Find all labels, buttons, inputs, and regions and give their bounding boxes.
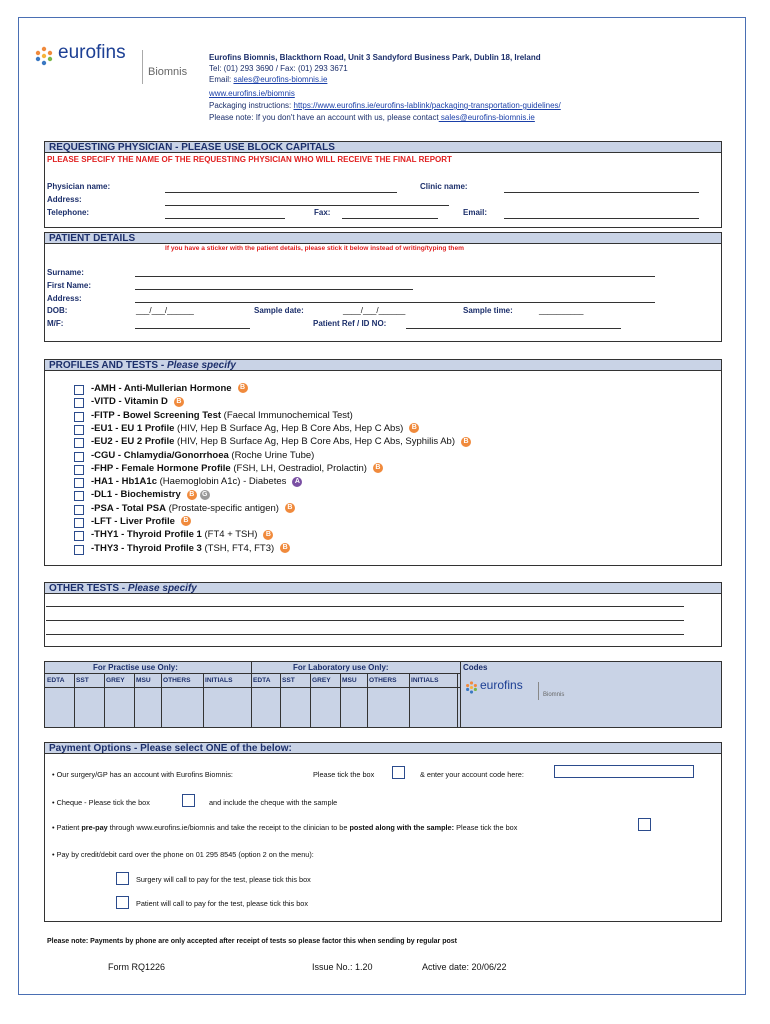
usage-cell[interactable] — [367, 688, 409, 727]
test-checkbox[interactable] — [74, 398, 84, 408]
usage-column-header: INITIALS — [205, 677, 233, 684]
test-detail: (TSH, FT4, FT3) — [201, 542, 275, 554]
dob-field[interactable]: ___/___/______ — [136, 306, 194, 315]
website-link[interactable]: www.eurofins.ie/biomnis — [209, 89, 295, 98]
eurofins-dots-icon — [34, 46, 54, 66]
test-checkbox[interactable] — [74, 412, 84, 422]
test-item — [91, 476, 302, 488]
usage-column-header: INITIALS — [411, 677, 439, 684]
test-checkbox[interactable] — [74, 491, 84, 501]
tube-badge-icon: B — [285, 503, 295, 513]
usage-column-divider — [457, 673, 458, 727]
account-note — [209, 113, 535, 122]
test-detail: (Faecal Immunochemical Test) — [221, 409, 353, 421]
account-checkbox[interactable] — [392, 766, 405, 779]
test-code: -FHP - Female Hormone Profile — [91, 462, 231, 474]
test-item — [91, 383, 248, 395]
codes-logo — [465, 678, 575, 704]
test-code: -CGU - Chlamydia/Gonorrhoea — [91, 449, 229, 461]
test-detail: (Roche Urine Tube) — [228, 449, 315, 461]
logo-divider — [142, 50, 143, 84]
prepay-e: Please tick the box — [454, 823, 518, 832]
test-item — [91, 423, 419, 435]
test-code: -DL1 - Biochemistry — [91, 489, 181, 501]
test-code: -HA1 - Hb1A1c — [91, 476, 157, 488]
tube-badge-icon: B — [174, 397, 184, 407]
codes-eurofins-dots-icon — [465, 681, 478, 694]
tube-badge-icon: B — [280, 543, 290, 553]
physician-email-label: Email: — [463, 208, 488, 217]
usage-cell[interactable] — [134, 688, 161, 727]
other-tests-line-2[interactable] — [46, 620, 684, 621]
packaging-link[interactable]: https://www.eurofins.ie/eurofins-lablink/packaging-transportation-guidelines/ — [293, 101, 561, 110]
usage-column-header: EDTA — [253, 677, 271, 684]
other-tests-header — [44, 582, 722, 594]
usage-column-header: MSU — [136, 677, 151, 684]
patient-address-field[interactable] — [135, 302, 655, 303]
physician-name-label: Physician name: — [47, 182, 111, 191]
test-checkbox[interactable] — [74, 385, 84, 395]
test-checkbox[interactable] — [74, 531, 84, 541]
test-code: -FITP - Bowel Screening Test — [91, 409, 222, 421]
test-checkbox[interactable] — [74, 505, 84, 515]
tube-badge-icon: B — [409, 423, 419, 433]
codes-logo-sub: Biomnis — [543, 692, 565, 698]
payment-option-account: • Our surgery/GP has an account with Eurofins Biomnis: — [52, 770, 233, 779]
test-item — [91, 503, 295, 515]
test-code: -LFT - Liver Profile — [91, 516, 175, 527]
patient-call-text: Patient will call to pay for the test, please tick this box — [136, 899, 308, 908]
profiles-title-italic: Please specify — [166, 360, 236, 371]
payment-option-prepay: • Patient pre-pay through www.eurofins.ie/biomnis and take the receipt to the clinician to be posted along with the sample: Please tick the box — [52, 823, 518, 832]
physician-address-field[interactable] — [165, 205, 449, 206]
fax-label: Fax: — [314, 208, 331, 217]
surgery-call-checkbox[interactable] — [116, 872, 129, 885]
active-date: Active date: 20/06/22 — [422, 962, 507, 972]
test-code: -AMH - Anti-Mullerian Hormone — [91, 383, 232, 394]
dob-label: DOB: — [47, 306, 68, 315]
practise-title: For Practise use Only: — [93, 663, 178, 672]
codes-title: Codes — [463, 663, 488, 672]
test-checkbox[interactable] — [74, 425, 84, 435]
account-note-text: Please note: If you don't have an account with us, please contact — [209, 113, 439, 122]
cheque-checkbox[interactable] — [182, 794, 195, 807]
tube-badge-icon: B — [461, 437, 471, 447]
clinic-name-label: Clinic name: — [420, 182, 468, 191]
eurofins-logo — [34, 42, 188, 84]
usage-column-header: GREY — [312, 677, 331, 684]
test-code: -EU1 - EU 1 Profile — [91, 422, 175, 434]
usage-cell[interactable] — [161, 688, 203, 727]
tube-badge-icon: A — [292, 477, 302, 487]
packaging-line — [209, 101, 561, 110]
test-item — [91, 529, 273, 541]
usage-cell[interactable] — [251, 688, 280, 727]
profiles-header — [44, 359, 722, 371]
sample-time-field[interactable]: __________ — [539, 306, 584, 315]
usage-cell[interactable] — [203, 688, 251, 727]
test-code: -VITD - Vitamin D — [91, 396, 168, 408]
packaging-label: Packaging instructions: — [209, 101, 294, 110]
option-cheque-text: Cheque - Please tick the box — [56, 798, 150, 807]
tube-badge-icon: B — [238, 383, 248, 393]
usage-column-header: SST — [282, 677, 295, 684]
test-code: -PSA - Total PSA — [91, 502, 166, 514]
issue-number: Issue No.: 1.20 — [312, 962, 373, 972]
usage-cell[interactable] — [74, 688, 104, 727]
patient-address-label: Address: — [47, 294, 82, 303]
test-item — [91, 436, 471, 448]
clinic-name-field[interactable] — [504, 192, 699, 193]
test-item — [91, 410, 353, 422]
usage-column-header: OTHERS — [369, 677, 397, 684]
footer-note: Please note: Payments by phone are only accepted after receipt of tests so please factor this when sending by regular post — [47, 938, 458, 945]
usage-cell[interactable] — [280, 688, 310, 727]
codes-divider — [460, 662, 461, 727]
usage-cell[interactable] — [310, 688, 340, 727]
physician-header: REQUESTING PHYSICIAN - PLEASE USE BLOCK CAPITALS — [44, 141, 722, 153]
logo-sub: Biomnis — [148, 66, 188, 78]
test-checkbox[interactable] — [74, 438, 84, 448]
form-number: Form RQ1226 — [108, 962, 166, 972]
usage-cell[interactable] — [409, 688, 457, 727]
option-card-text: Pay by credit/debit card over the phone on 01 295 8545 (option 2 on the menu): — [56, 850, 314, 859]
usage-cell[interactable] — [104, 688, 134, 727]
test-detail: (FT4 + TSH) — [201, 529, 258, 541]
test-checkbox[interactable] — [74, 452, 84, 462]
cheque-after-text: and include the cheque with the sample — [209, 798, 338, 807]
lab-title: For Laboratory use Only: — [293, 663, 389, 672]
test-detail: (FSH, LH, Oestradiol, Prolactin) — [230, 462, 367, 474]
lab-address: Eurofins Biomnis, Blackthorn Road, Unit 3 Sandyford Business Park, Dublin 18, Ireland — [209, 53, 541, 62]
usage-cell[interactable] — [45, 688, 74, 727]
account-code-input[interactable] — [554, 765, 694, 778]
profiles-title: PROFILES AND TESTS - — [49, 360, 167, 371]
option-account-tick-label: Please tick the box — [313, 770, 375, 779]
prepay-a: Patient — [56, 823, 82, 832]
test-item — [91, 543, 290, 555]
usage-column-header: GREY — [106, 677, 125, 684]
email-link[interactable]: sales@eurofins-biomnis.ie — [233, 75, 328, 84]
lab-email-line — [209, 75, 327, 84]
other-tests-title: OTHER TESTS - — [49, 583, 128, 594]
usage-column-header: MSU — [342, 677, 357, 684]
prepay-c: through www.eurofins.ie/biomnis and take the receipt to the clinician to be — [107, 823, 350, 832]
prepay-checkbox[interactable] — [638, 818, 651, 831]
tube-badge-icon: B — [181, 516, 191, 526]
surname-label: Surname: — [47, 268, 84, 277]
patient-ref-label: Patient Ref / ID NO: — [313, 319, 387, 328]
test-code: -THY1 - Thyroid Profile 1 — [91, 529, 202, 541]
test-checkbox[interactable] — [74, 478, 84, 488]
option-account-text: Our surgery/GP has an account with Eurofins Biomnis: — [56, 770, 233, 779]
tube-badge-icon: G — [200, 490, 210, 500]
test-checkbox[interactable] — [74, 545, 84, 555]
test-item — [91, 396, 184, 408]
physician-instruction: PLEASE SPECIFY THE NAME OF THE REQUESTING PHYSICIAN WHO WILL RECEIVE THE FINAL REPORT — [47, 155, 452, 164]
payment-header: Payment Options - Please select ONE of the below: — [44, 742, 722, 754]
test-detail: (HIV, Hep B Surface Ag, Hep B Core Abs, Hep C Abs, Syphilis Ab) — [174, 436, 455, 448]
test-item — [91, 450, 314, 462]
first-name-field[interactable] — [135, 289, 413, 290]
account-note-email[interactable]: sales@eurofins-biomnis.ie — [438, 113, 535, 122]
surname-field[interactable] — [135, 276, 655, 277]
physician-address-label: Address: — [47, 195, 82, 204]
usage-column-header: EDTA — [47, 677, 65, 684]
mf-label: M/F: — [47, 319, 64, 328]
other-tests-line-3[interactable] — [46, 634, 684, 635]
test-detail: (HIV, Hep B Surface Ag, Hep B Core Abs, Hep C Abs) — [174, 422, 404, 434]
physician-email-field[interactable] — [504, 218, 699, 219]
mf-field[interactable] — [135, 328, 250, 329]
telephone-label: Telephone: — [47, 208, 90, 217]
other-tests-line-1[interactable] — [46, 606, 684, 607]
tube-badge-icon: B — [187, 490, 197, 500]
test-checkbox[interactable] — [74, 465, 84, 475]
usage-column-header: OTHERS — [163, 677, 191, 684]
test-detail: (Haemoglobin A1c) - Diabetes — [157, 476, 287, 488]
sample-date-label: Sample date: — [254, 306, 304, 315]
test-code: -THY3 - Thyroid Profile 3 — [91, 542, 202, 554]
sample-time-label: Sample time: — [463, 306, 513, 315]
codes-logo-brand: eurofins — [480, 678, 523, 692]
other-tests-title-italic: Please specify — [127, 583, 197, 594]
tube-badge-icon: B — [373, 463, 383, 473]
test-item — [91, 463, 383, 475]
surgery-call-text: Surgery will call to pay for the test, please tick this box — [136, 875, 311, 884]
lab-tel: Tel: (01) 293 3690 / Fax: (01) 293 3671 — [209, 64, 348, 73]
payment-option-cheque: • Cheque - Please tick the box — [52, 798, 150, 807]
test-item — [91, 489, 210, 501]
telephone-field[interactable] — [165, 218, 285, 219]
first-name-label: First Name: — [47, 281, 92, 290]
usage-cell[interactable] — [340, 688, 367, 727]
patient-header: PATIENT DETAILS — [44, 232, 722, 244]
test-detail: (Prostate-specific antigen) — [165, 502, 279, 514]
table-subhead-line — [45, 673, 460, 674]
usage-table — [44, 661, 722, 728]
codes-logo-divider — [538, 682, 539, 700]
prepay-b: pre-pay — [81, 823, 108, 832]
physician-name-field[interactable] — [165, 192, 397, 193]
patient-call-checkbox[interactable] — [116, 896, 129, 909]
usage-column-header: SST — [76, 677, 89, 684]
email-label: Email: — [209, 75, 234, 84]
test-checkbox[interactable] — [74, 518, 84, 528]
prepay-d: posted along with the sample: — [349, 823, 455, 832]
payment-option-card: • Pay by credit/debit card over the phone on 01 295 8545 (option 2 on the menu): — [52, 850, 314, 859]
fax-field[interactable] — [342, 218, 438, 219]
tube-badge-icon: B — [263, 530, 273, 540]
sample-date-field[interactable]: ____/___/______ — [343, 306, 406, 315]
test-item — [91, 516, 191, 528]
account-code-label: & enter your account code here: — [420, 770, 524, 779]
test-code: -EU2 - EU 2 Profile — [91, 436, 175, 448]
sticker-note: If you have a sticker with the patient details, please stick it below instead of writing/typing them — [165, 245, 464, 252]
patient-ref-field[interactable] — [406, 328, 621, 329]
logo-brand: eurofins — [58, 42, 126, 63]
